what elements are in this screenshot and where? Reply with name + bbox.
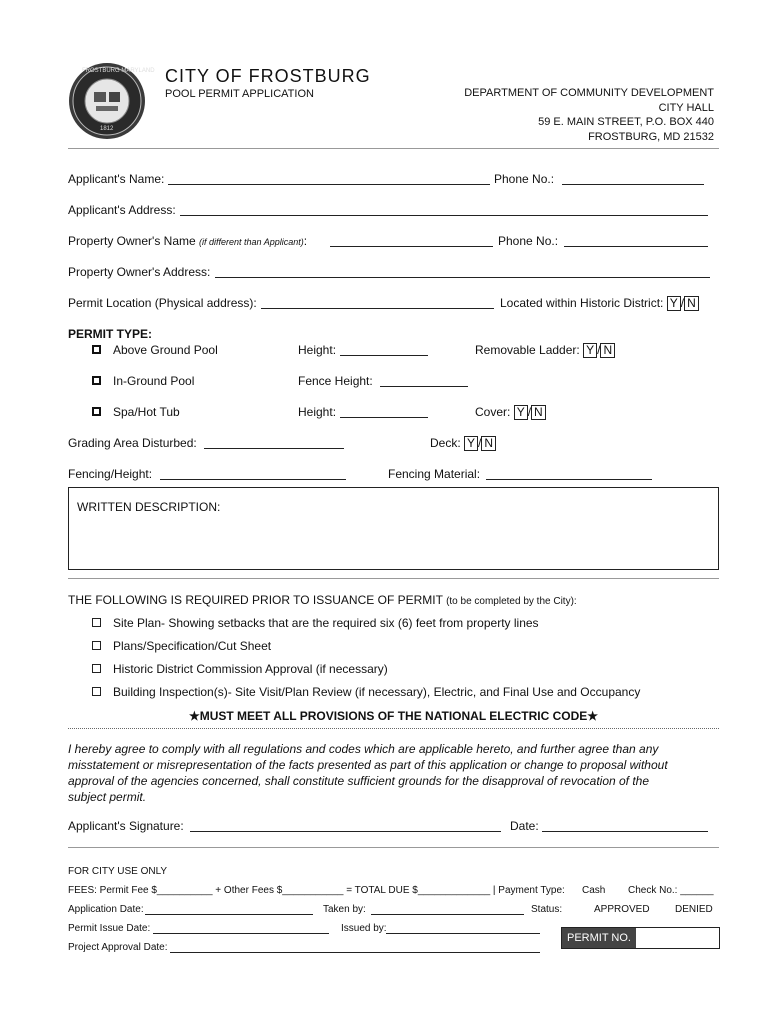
ladder-slash: / — [597, 343, 601, 357]
historic-no-box[interactable]: N — [684, 296, 699, 311]
historic-approval-label: Historic District Commission Approval (if necessary) — [113, 662, 388, 676]
deck-no-box[interactable]: N — [481, 436, 496, 451]
department-address — [464, 86, 714, 144]
height-field-2[interactable] — [340, 417, 428, 418]
signature-date-field[interactable] — [542, 831, 708, 832]
required-heading — [68, 593, 577, 607]
issued-by-label: Issued by: — [341, 923, 387, 934]
owner-name-colon: : — [303, 234, 308, 248]
permit-location-label: Permit Location (Physical address): — [68, 296, 257, 310]
cover-text: Cover: — [475, 405, 511, 419]
taken-by-field[interactable] — [371, 914, 524, 915]
cover-yes-box[interactable]: Y — [514, 405, 528, 420]
phone-label-2: Phone No.: — [498, 234, 559, 248]
ladder-no-box[interactable]: N — [600, 343, 615, 358]
above-ground-label: Above Ground Pool — [113, 343, 218, 357]
deck-yes-box[interactable]: Y — [464, 436, 478, 451]
agreement-line-2: misstatement or misrepresentation of the facts presented as part of this application or change to proposal without — [68, 758, 668, 772]
deck-slash: / — [478, 436, 482, 450]
signature-date-label: Date: — [510, 819, 539, 833]
permit-no-box[interactable] — [561, 927, 720, 949]
historic-district-label — [500, 296, 699, 311]
agreement-line-3: approval of the agencies concerned, shall constitute sufficient grounds for the disapproval of revocation of the — [68, 774, 650, 788]
permit-type-heading: PERMIT TYPE: — [68, 327, 153, 341]
application-date-field[interactable] — [145, 914, 313, 915]
status-denied[interactable]: DENIED — [675, 904, 713, 915]
signature-label: Applicant's Signature: — [68, 819, 184, 833]
cover-no-box[interactable]: N — [531, 405, 546, 420]
seal-year: 1812 — [100, 126, 114, 132]
required-heading-note: (to be completed by the City): — [446, 596, 577, 607]
project-approval-date-field[interactable] — [170, 952, 540, 953]
written-description-label: WRITTEN DESCRIPTION: — [77, 500, 221, 514]
site-plan-label: Site Plan- Showing setbacks that are the required six (6) feet from property lines — [113, 616, 539, 630]
dept-line-4: FROSTBURG, MD 21532 — [588, 130, 714, 143]
description-divider — [68, 578, 719, 579]
owner-address-field[interactable] — [215, 277, 710, 278]
payment-check[interactable]: Check No.: ______ — [628, 885, 714, 896]
phone-field-1[interactable] — [562, 184, 704, 185]
city-use-heading: FOR CITY USE ONLY — [68, 866, 168, 877]
height-label-2: Height: — [298, 405, 337, 419]
in-ground-label: In-Ground Pool — [113, 374, 195, 388]
fencing-material-label: Fencing Material: — [388, 467, 481, 481]
project-approval-date-label: Project Approval Date: — [68, 942, 168, 953]
form-title: POOL PERMIT APPLICATION — [165, 88, 314, 100]
applicant-name-label: Applicant's Name: — [68, 172, 165, 186]
signature-field[interactable] — [190, 831, 501, 832]
status-approved[interactable]: APPROVED — [594, 904, 650, 915]
cover-slash: / — [527, 405, 532, 419]
deck-text: Deck: — [430, 436, 461, 450]
historic-slash: / — [680, 296, 685, 310]
dept-line-1: DEPARTMENT OF COMMUNITY DEVELOPMENT — [464, 87, 714, 99]
grading-label: Grading Area Disturbed: — [68, 436, 197, 450]
header-divider — [68, 148, 719, 149]
applicant-name-field[interactable] — [168, 184, 490, 185]
spa-label: Spa/Hot Tub — [113, 405, 180, 419]
plans-label: Plans/Specification/Cut Sheet — [113, 639, 272, 653]
deck-label — [430, 436, 496, 451]
owner-name-label — [68, 234, 307, 248]
written-description-box[interactable] — [68, 487, 719, 570]
payment-cash[interactable]: Cash — [582, 885, 606, 896]
application-date-label: Application Date: — [68, 904, 144, 915]
owner-name-field[interactable] — [330, 246, 493, 247]
permit-issue-date-field[interactable] — [153, 933, 329, 934]
cover-label — [475, 405, 546, 420]
city-name: CITY OF FROSTBURG — [165, 66, 371, 86]
phone-label-1: Phone No.: — [494, 172, 555, 186]
plans-checkbox[interactable] — [92, 641, 101, 650]
ladder-yes-box[interactable]: Y — [583, 343, 597, 358]
spa-checkbox[interactable] — [92, 407, 101, 416]
fees-line: FEES: Permit Fee $__________ + Other Fees $___________ = TOTAL DUE $_____________ | Payment Type: — [68, 885, 565, 896]
owner-address-label: Property Owner's Address: — [68, 265, 211, 279]
permit-issue-date-label: Permit Issue Date: — [68, 923, 151, 934]
phone-field-2[interactable] — [564, 246, 708, 247]
taken-by-label: Taken by: — [323, 904, 366, 915]
owner-name-note: (if different than Applicant) — [199, 237, 304, 247]
in-ground-checkbox[interactable] — [92, 376, 101, 385]
historic-yes-box[interactable]: Y — [667, 296, 681, 311]
seal-top-text: FROSTBURG MARYLAND — [82, 68, 155, 74]
city-use-divider — [68, 847, 719, 848]
site-plan-checkbox[interactable] — [92, 618, 101, 627]
applicant-address-field[interactable] — [180, 215, 708, 216]
removable-ladder-text: Removable Ladder: — [475, 343, 580, 357]
dept-line-3: 59 E. MAIN STREET, P.O. BOX 440 — [538, 116, 714, 128]
issued-by-field[interactable] — [386, 933, 540, 934]
required-heading-text: THE FOLLOWING IS REQUIRED PRIOR TO ISSUANCE OF PERMIT — [68, 593, 443, 607]
fencing-height-field[interactable] — [160, 479, 346, 480]
fencing-height-label: Fencing/Height: — [68, 467, 153, 481]
agreement-line-1: I hereby agree to comply with all regulations and codes which are applicable hereto, and further agree than any — [68, 742, 659, 756]
inspection-label: Building Inspection(s)- Site Visit/Plan Review (if necessary), Electric, and Final Use and Occupancy — [113, 685, 641, 699]
grading-field[interactable] — [204, 448, 344, 449]
above-ground-checkbox[interactable] — [92, 345, 101, 354]
permit-no-label: PERMIT NO. — [562, 928, 636, 948]
status-label: Status: — [531, 904, 563, 915]
height-field-1[interactable] — [340, 355, 428, 356]
height-label-1: Height: — [298, 343, 337, 357]
agreement-text — [68, 741, 668, 805]
applicant-address-label: Applicant's Address: — [68, 203, 176, 217]
fence-height-field[interactable] — [380, 386, 468, 387]
owner-name-text: Property Owner's Name — [68, 234, 196, 248]
permit-location-field[interactable] — [261, 308, 494, 309]
agreement-line-4: subject permit. — [68, 790, 147, 804]
dept-line-2: CITY HALL — [658, 101, 714, 114]
inspection-checkbox[interactable] — [92, 687, 101, 696]
electric-code-notice: ★MUST MEET ALL PROVISIONS OF THE NATIONAL ELECTRIC CODE★ — [188, 709, 599, 723]
fence-height-label: Fence Height: — [298, 374, 373, 388]
city-seal — [68, 62, 155, 140]
electric-divider — [68, 728, 719, 729]
historic-district-text: Located within Historic District: — [500, 296, 664, 310]
fencing-material-field[interactable] — [486, 479, 652, 480]
historic-approval-checkbox[interactable] — [92, 664, 101, 673]
removable-ladder-label — [475, 343, 615, 358]
